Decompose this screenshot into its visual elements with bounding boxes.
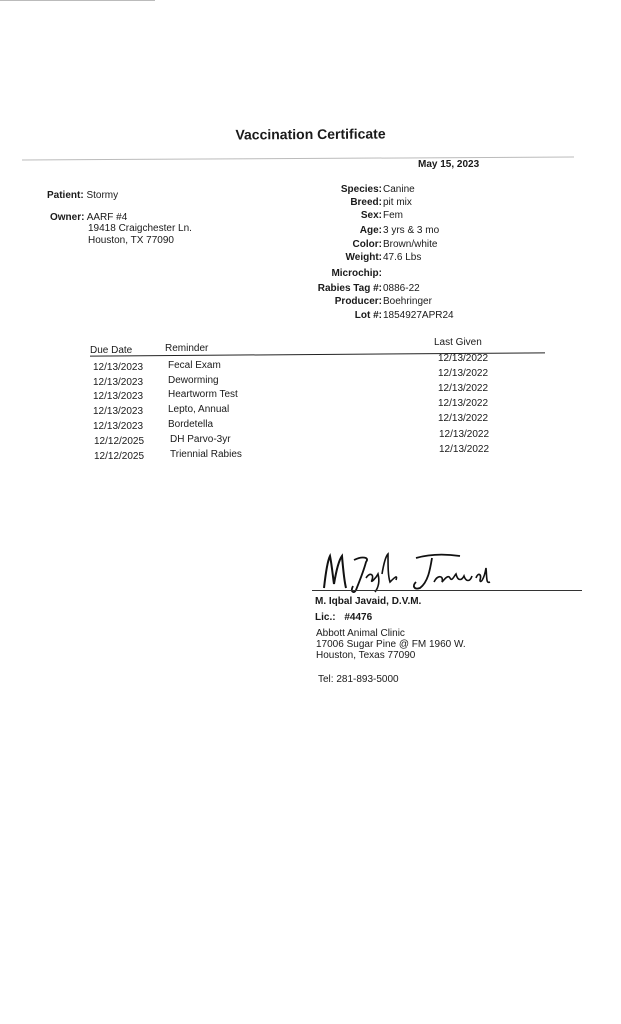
row-last-given: 12/13/2022	[438, 413, 489, 424]
color-value: Brown/white	[383, 239, 438, 250]
sex-label: Sex:	[360, 210, 382, 221]
row-due-date: 12/13/2023	[93, 391, 144, 402]
age-label: Age:	[359, 225, 382, 236]
clinic-name: Abbott Animal Clinic	[316, 628, 405, 639]
patient-value: Stormy	[86, 190, 119, 201]
owner-label: Owner:	[50, 212, 85, 223]
row-last-given: 12/13/2022	[439, 429, 490, 440]
breed-label: Breed:	[350, 197, 382, 208]
certificate-title: Vaccination Certificate	[235, 125, 386, 143]
row-reminder: Triennial Rabies	[170, 449, 242, 460]
producer-label: Producer:	[334, 296, 382, 307]
row-due-date: 12/13/2023	[93, 377, 144, 388]
owner-name: AARF #4	[86, 212, 128, 223]
producer-value: Boehringer	[383, 296, 432, 307]
row-due-date: 12/13/2023	[93, 421, 144, 432]
row-last-given: 12/13/2022	[438, 353, 489, 364]
microchip-label: Microchip:	[331, 268, 382, 279]
row-reminder: Fecal Exam	[168, 360, 221, 371]
species-value: Canine	[383, 184, 415, 195]
row-reminder: Heartworm Test	[168, 389, 238, 400]
owner-city: Houston, TX 77090	[88, 235, 174, 246]
species-label: Species:	[340, 184, 382, 195]
header-reminder: Reminder	[165, 343, 209, 354]
row-reminder: Lepto, Annual	[168, 404, 230, 415]
row-last-given: 12/13/2022	[438, 368, 489, 379]
row-reminder: Bordetella	[168, 419, 214, 430]
owner-field	[50, 212, 127, 223]
row-last-given: 12/13/2022	[438, 383, 489, 394]
age-value: 3 yrs & 3 mo	[383, 225, 440, 236]
license-value: #4476	[344, 612, 373, 623]
scan-edge-line	[0, 0, 155, 1]
row-reminder: Deworming	[168, 375, 219, 386]
lot-label: Lot #:	[354, 310, 382, 321]
license-field	[315, 612, 372, 623]
row-reminder: DH Parvo-3yr	[170, 434, 231, 445]
clinic-phone: Tel: 281-893-5000	[318, 674, 399, 685]
rabies-tag-label: Rabies Tag #:	[317, 283, 382, 294]
row-last-given: 12/13/2022	[439, 444, 490, 455]
weight-label: Weight:	[345, 252, 382, 263]
clinic-street: 17006 Sugar Pine @ FM 1960 W.	[316, 639, 466, 650]
clinic-city: Houston, Texas 77090	[316, 650, 416, 661]
sex-value: Fem	[383, 210, 403, 221]
vet-name: M. Iqbal Javaid, D.V.M.	[315, 596, 422, 607]
row-due-date: 12/13/2023	[93, 362, 144, 373]
license-label: Lic.:	[315, 612, 336, 623]
patient-field	[47, 190, 118, 201]
patient-label: Patient:	[47, 190, 84, 201]
row-due-date: 12/12/2025	[94, 451, 145, 462]
header-last-given: Last Given	[434, 337, 482, 348]
weight-value: 47.6 Lbs	[383, 252, 422, 263]
rabies-tag-value: 0886-22	[383, 283, 420, 294]
row-last-given: 12/13/2022	[438, 398, 489, 409]
owner-street: 19418 Craigchester Ln.	[88, 223, 192, 234]
certificate-date: May 15, 2023	[418, 159, 480, 170]
header-due-date: Due Date	[90, 345, 133, 356]
breed-value: pit mix	[383, 197, 412, 208]
row-due-date: 12/12/2025	[94, 436, 145, 447]
color-label: Color:	[352, 239, 382, 250]
title-divider	[22, 157, 574, 161]
lot-value: 1854927APR24	[383, 310, 454, 321]
row-due-date: 12/13/2023	[93, 406, 144, 417]
signature-line	[312, 590, 582, 591]
